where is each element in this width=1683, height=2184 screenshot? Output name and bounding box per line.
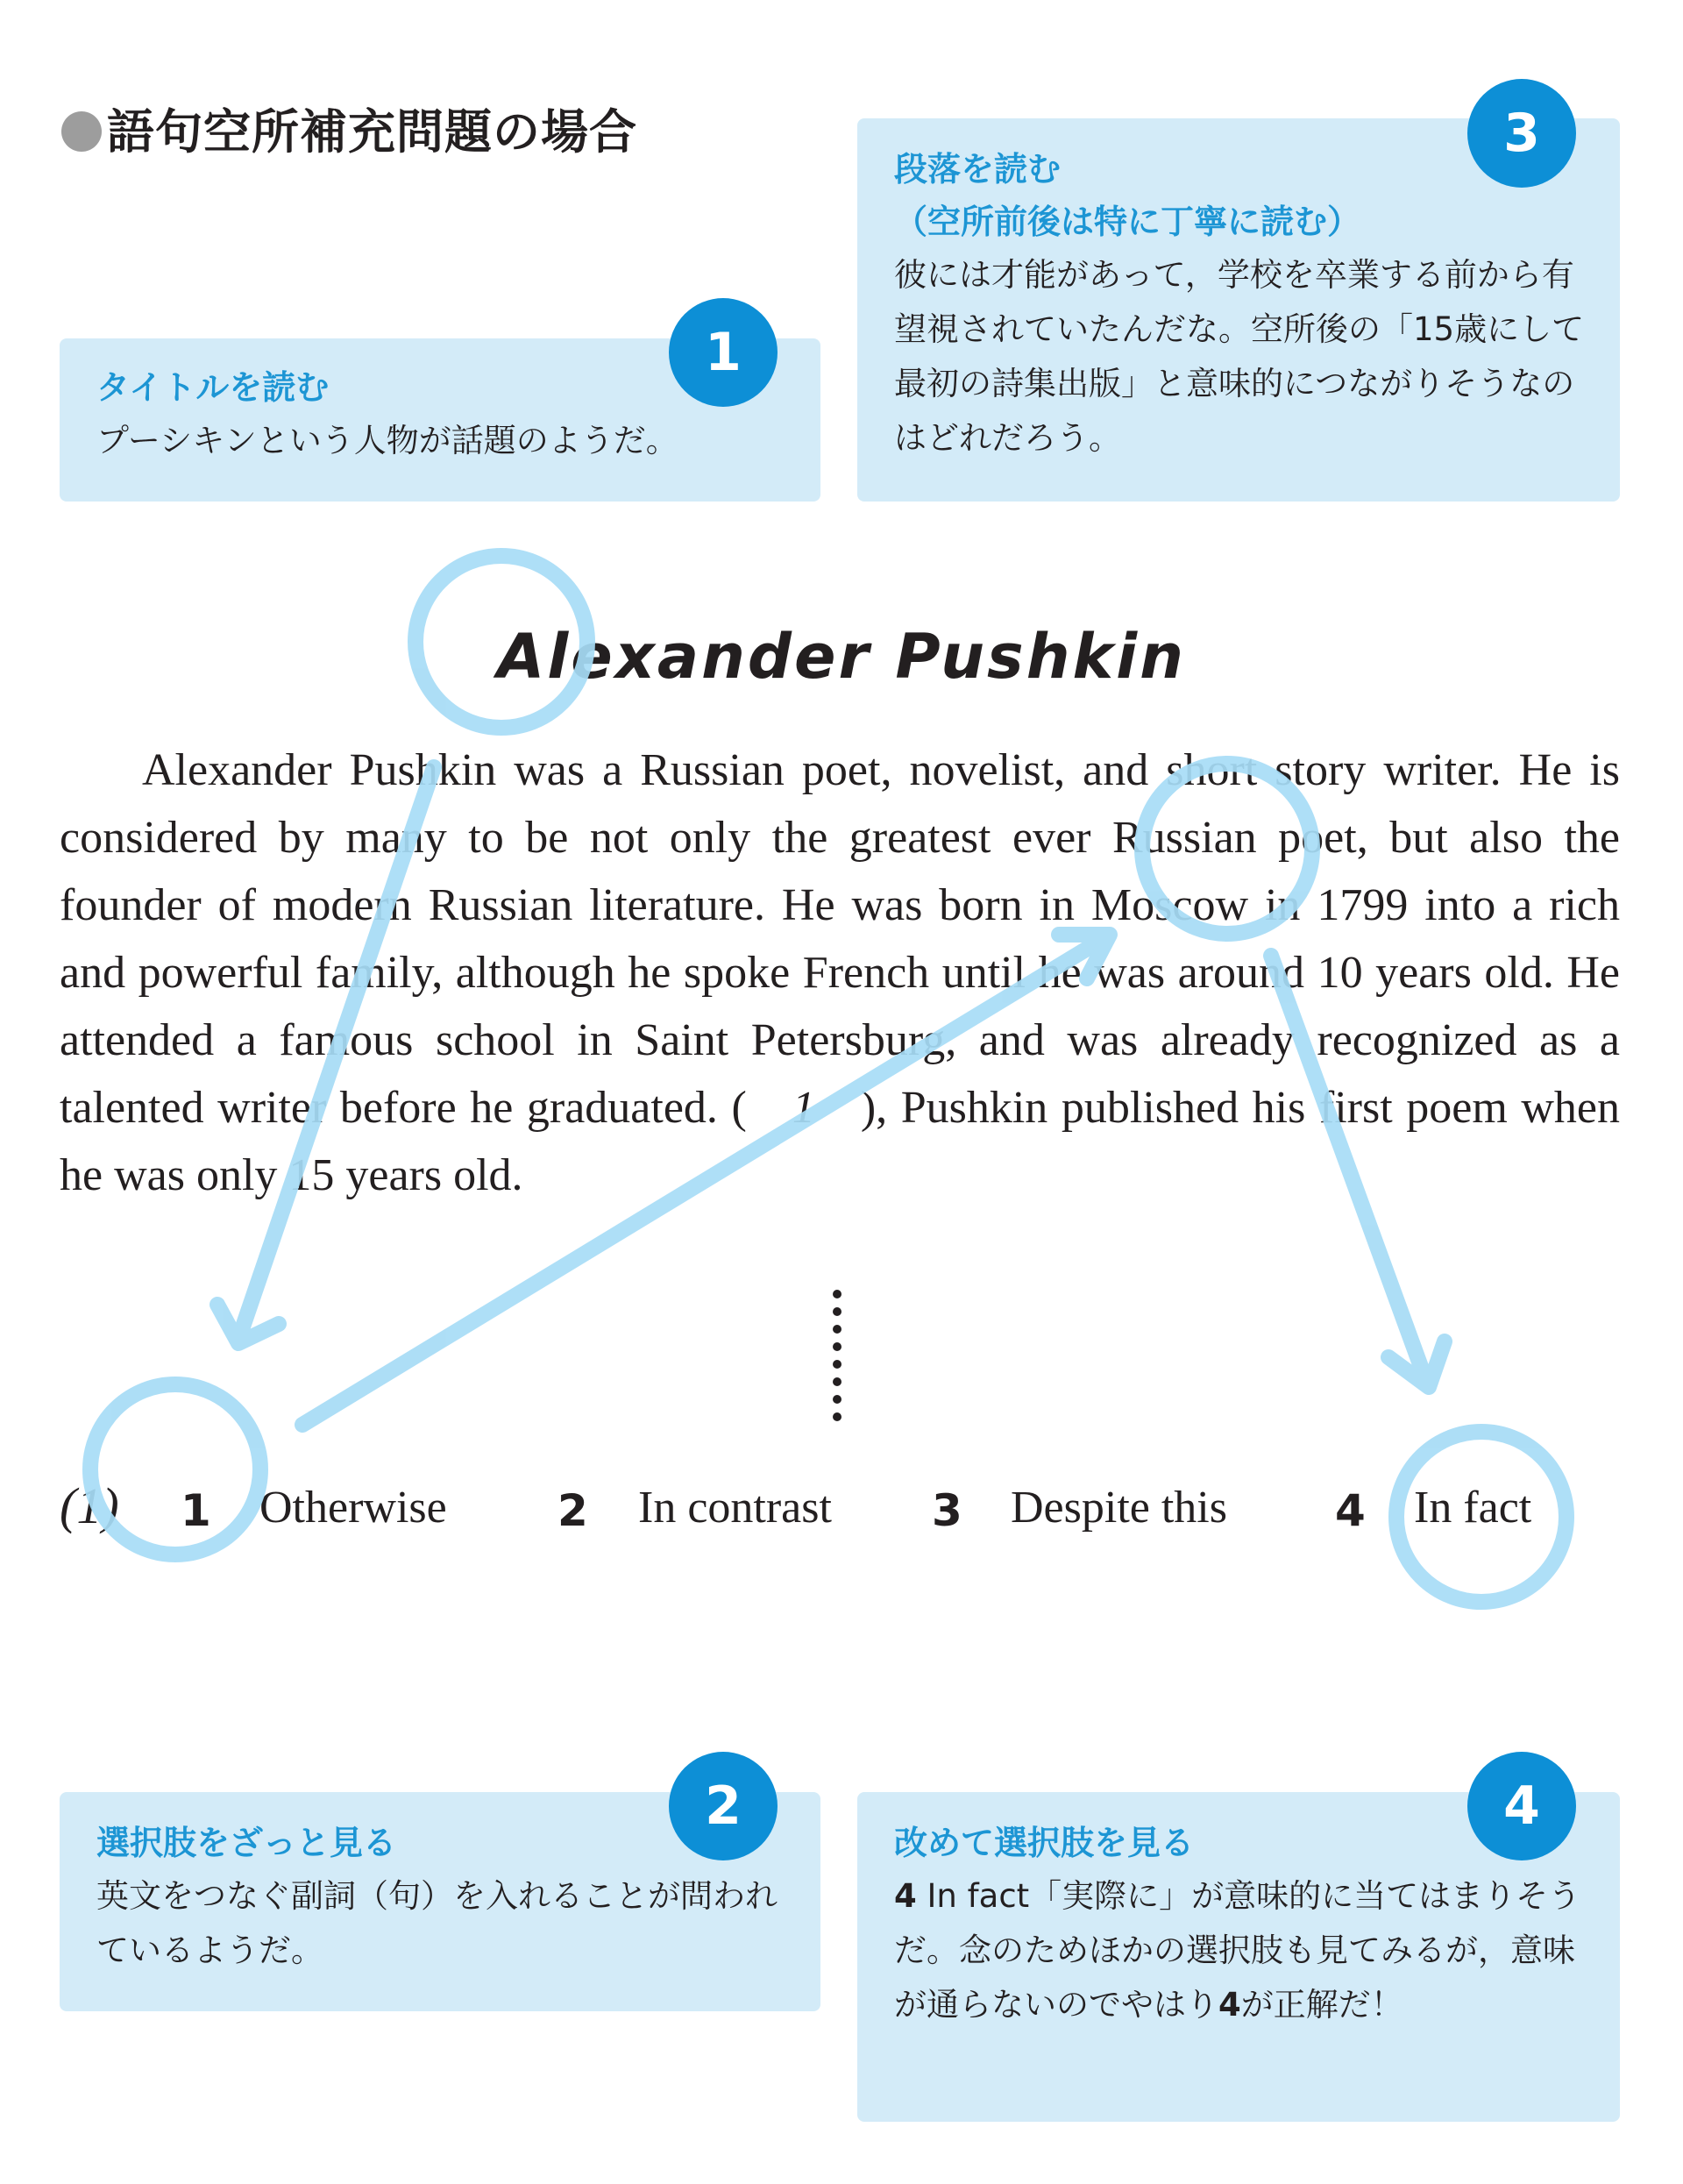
step3-badge: 3 bbox=[1467, 79, 1576, 188]
arrow-1-to-2-head-icon bbox=[217, 1305, 279, 1343]
choice-1-text: Otherwise bbox=[259, 1483, 447, 1533]
choice-4-number: 4 bbox=[1335, 1485, 1366, 1536]
passage-blank: 1 bbox=[792, 1083, 815, 1133]
choice-1-number: 1 bbox=[181, 1485, 211, 1536]
step2-body: 英文をつなぐ副詞（句）を入れることが問われているようだ。 bbox=[96, 1877, 778, 1969]
arrow-3-to-4-head-icon bbox=[1388, 1341, 1445, 1387]
step4-title: 改めて選択肢を見る bbox=[894, 1824, 1195, 1862]
bullet-dot-icon bbox=[61, 111, 102, 152]
step4-body-b: が正解だ！ bbox=[1240, 1986, 1403, 2024]
passage-text-after: ), Pushkin published his first poem when he was only 15 years old. bbox=[60, 1083, 1620, 1200]
step2-title: 選択肢をざっと見る bbox=[96, 1824, 397, 1862]
section-heading-text: 語句空所補充問題の場合 bbox=[107, 104, 637, 160]
choice-3-number: 3 bbox=[932, 1485, 962, 1536]
step4-choice-num-b: 4 bbox=[1218, 1986, 1241, 2024]
step1-title: タイトルを読む bbox=[96, 368, 330, 407]
step4-badge: 4 bbox=[1467, 1752, 1576, 1860]
question-number: (1) bbox=[60, 1477, 119, 1534]
passage-text-before: Alexander Pushkin was a Russian poet, novelist, and short story writer. He is considered by many to be not only the greatest ever Russian poet, but also the founder of modern Russian literature. He was born in Moscow in 1799 into a rich and powerful family, although he spoke French until he was around 10 years old. He attended a famous school in Saint Petersburg, and was already recognized as a talented writer before he graduated. ( bbox=[60, 745, 1620, 1133]
step1-badge: 1 bbox=[669, 298, 778, 407]
ellipsis-dots-icon bbox=[833, 1290, 842, 1421]
choice-2-number: 2 bbox=[557, 1485, 588, 1536]
choice-4-text: In fact bbox=[1414, 1483, 1532, 1533]
question-choices bbox=[60, 1477, 1637, 1552]
choice-3-text: Despite this bbox=[1011, 1483, 1227, 1533]
passage-text bbox=[60, 736, 1620, 1209]
passage-title: Alexander Pushkin bbox=[497, 621, 1186, 693]
step1-body: プーシキンという人物が話題のようだ。 bbox=[96, 422, 678, 459]
step3-title: 段落を読む bbox=[894, 150, 1062, 189]
step4-body-a: In fact「実際に」が意味的に当てはまりそうだ。念のためほかの選択肢も見てみるが，意味が通らないのでやはり bbox=[894, 1877, 1581, 2024]
section-heading bbox=[61, 95, 637, 162]
step3-subtitle: （空所前後は特に丁寧に読む） bbox=[894, 203, 1361, 241]
step4-body bbox=[894, 1869, 1602, 2032]
step3-body: 彼には才能があって，学校を卒業する前から有望視されていたんだな。空所後の「15歳にして最初の詩集出版」と意味的につながりそうなのはどれだろう。 bbox=[894, 256, 1585, 457]
step2-badge: 2 bbox=[669, 1752, 778, 1860]
choice-2-text: In contrast bbox=[638, 1483, 832, 1533]
step4-choice-num-a: 4 bbox=[894, 1877, 917, 1915]
